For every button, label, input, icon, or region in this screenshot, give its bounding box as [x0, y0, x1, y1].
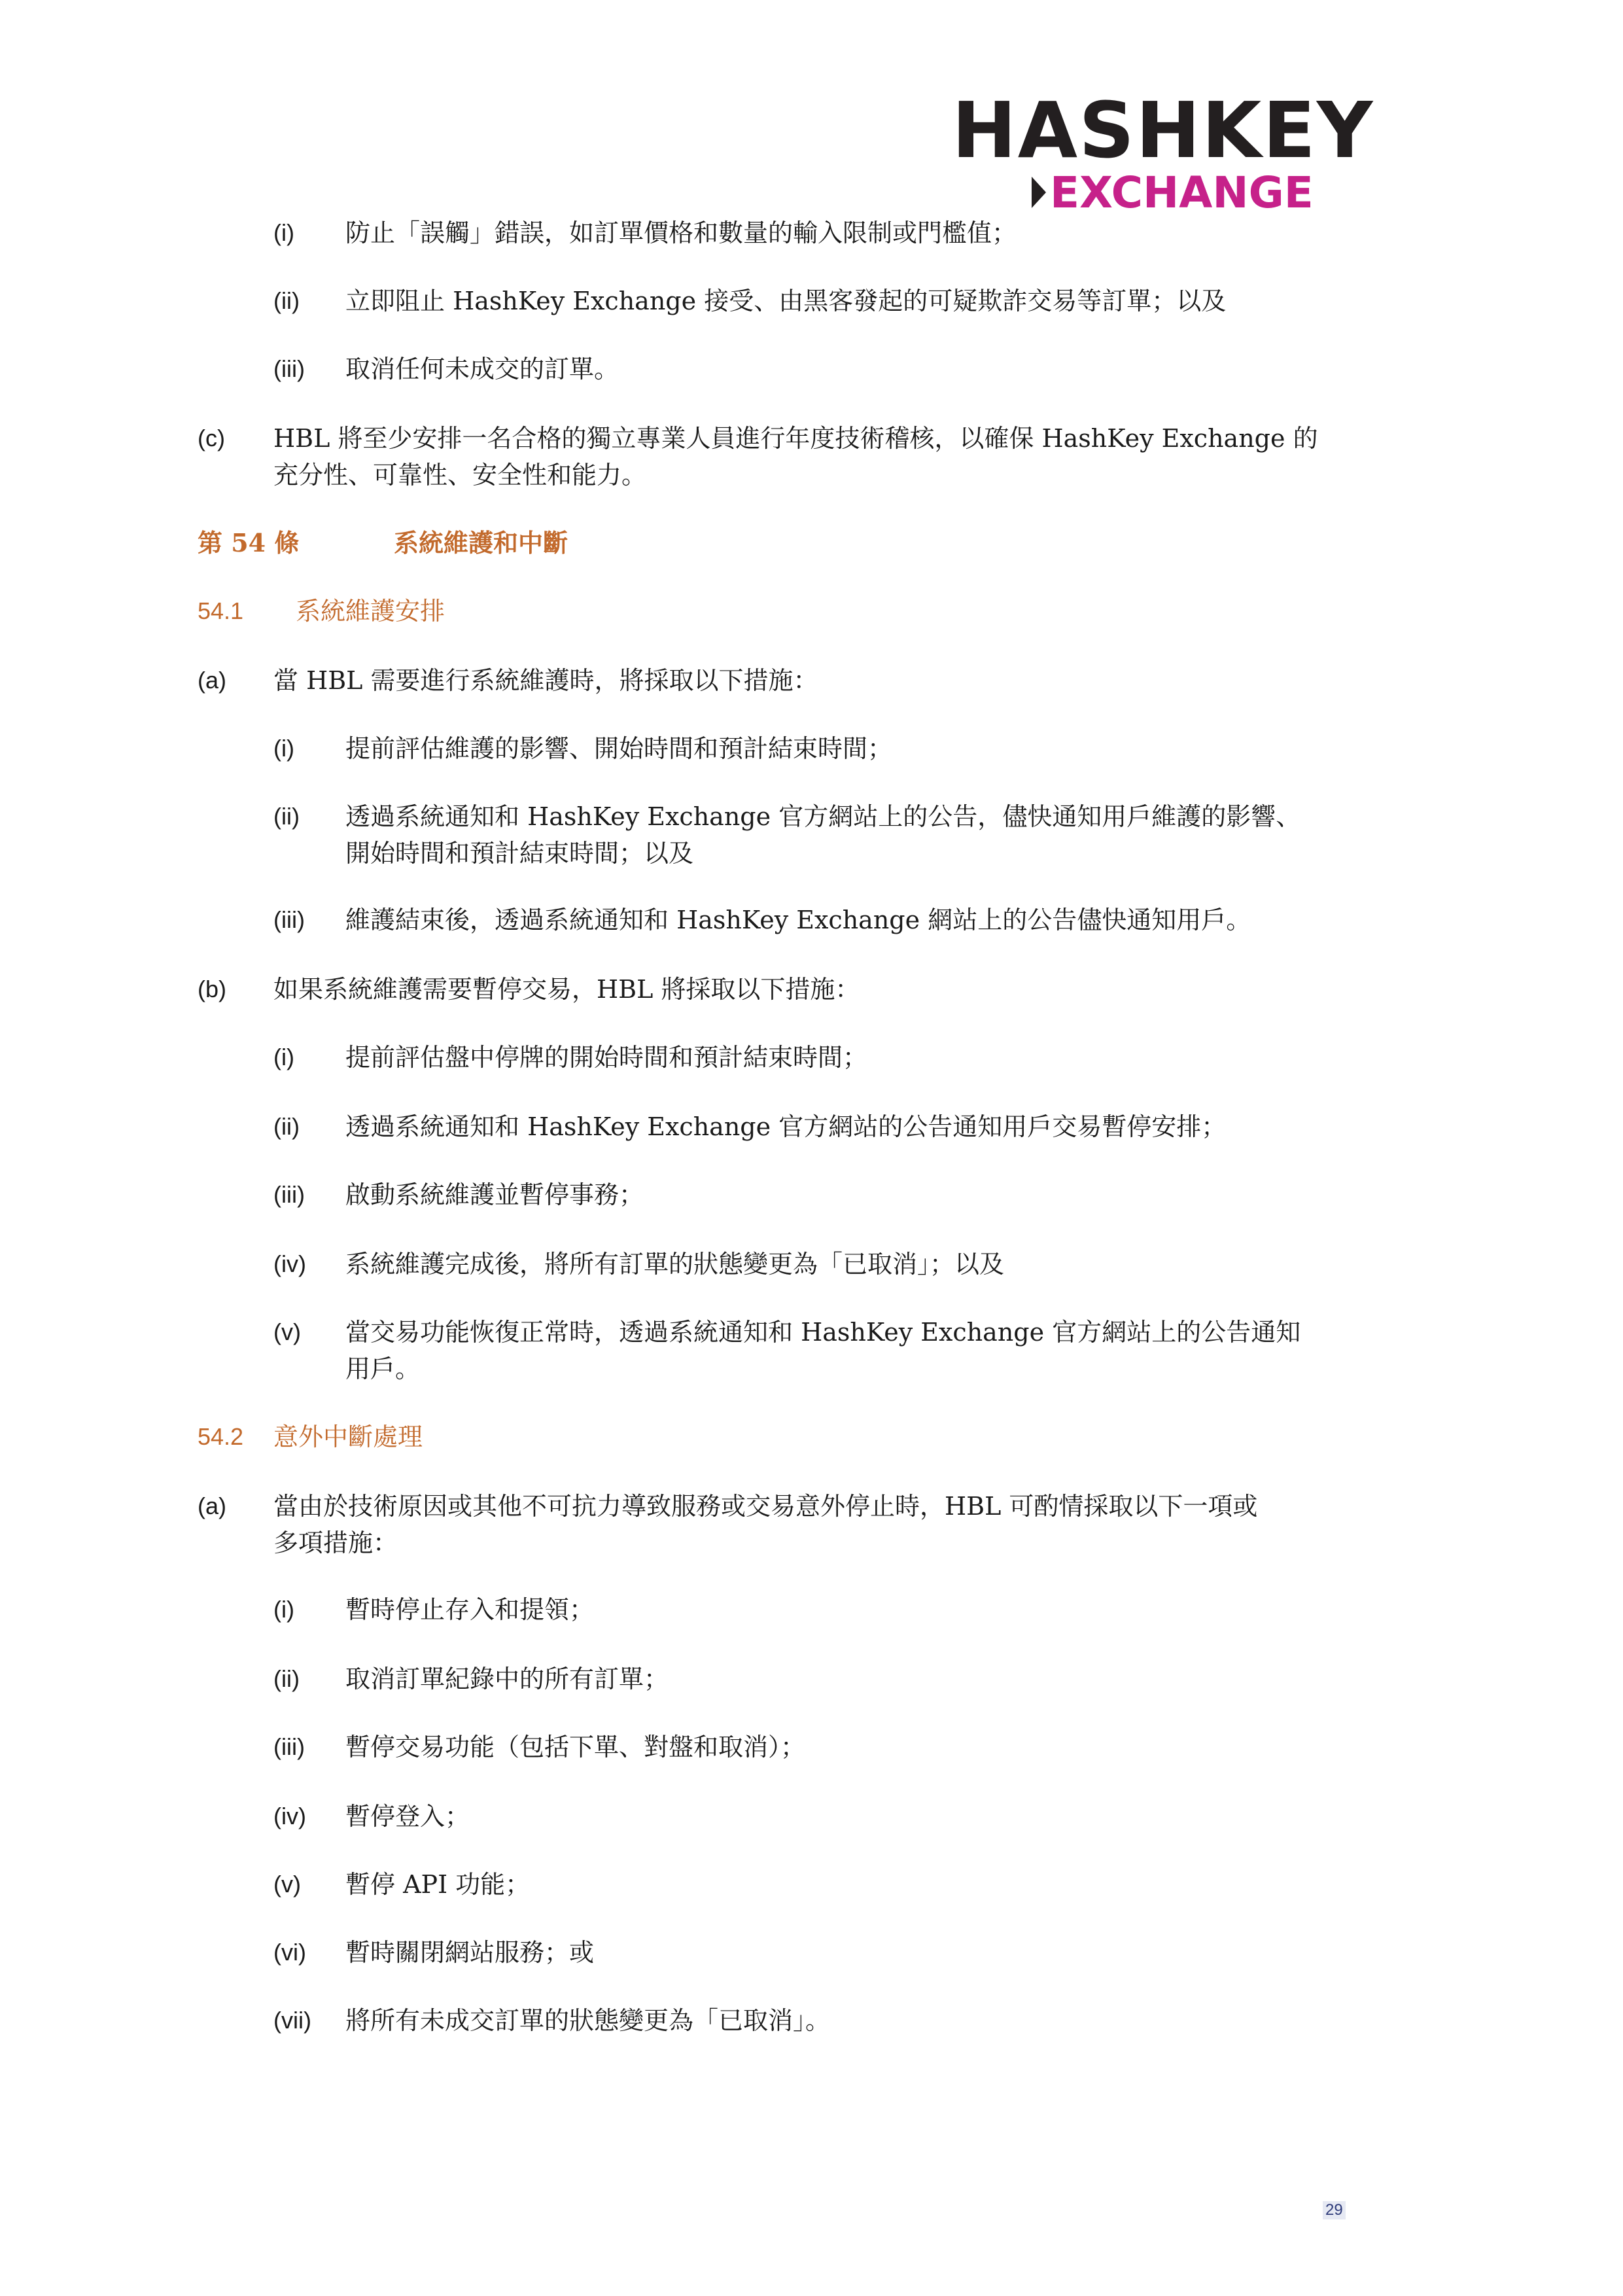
item-text: 開始時間和預計結束時間；以及: [345, 839, 694, 868]
item-label: (c): [198, 425, 225, 451]
item-label: (a): [198, 1492, 226, 1519]
item-text: 當由於技術原因或其他不可抗力導致服務或交易意外停止時，HBL 可酌情採取以下一項或: [273, 1492, 1258, 1521]
item-text: 如果系統維護需要暫停交易，HBL 將採取以下措施：: [273, 975, 860, 1004]
item-label: (vii): [273, 2007, 311, 2034]
item-label: (iii): [273, 1181, 305, 1208]
item-label: (b): [198, 976, 226, 1002]
item-label: (i): [273, 1596, 294, 1623]
item-text: 將所有未成交訂單的狀態變更為「已取消」。: [345, 2006, 831, 2035]
item-label: (iv): [273, 1803, 306, 1829]
item-text: 啟動系統維護並暫停事務；: [345, 1180, 644, 1209]
item-label: (v): [273, 1871, 301, 1898]
item-label: (i): [273, 1044, 294, 1070]
page-number: 29: [1323, 2201, 1346, 2219]
item-label: (i): [273, 735, 294, 762]
item-label: (vi): [273, 1939, 306, 1966]
item-label: (i): [273, 219, 294, 246]
item-label: (ii): [273, 1113, 300, 1140]
item-text: 透過系統通知和 HashKey Exchange 官方網站的公告通知用戶交易暫停安排；: [345, 1112, 1227, 1141]
item-text: 立即阻止 HashKey Exchange 接受、由黑客發起的可疑欺詐交易等訂單；以及: [345, 287, 1227, 315]
logo-top-text: HASHKEY: [952, 85, 1374, 175]
logo-arrow-icon: [1032, 177, 1046, 208]
subsection-title: 系統維護安排: [296, 597, 445, 626]
item-text: 暫時關閉網站服務；或: [345, 1938, 595, 1967]
item-label: (iii): [273, 355, 305, 382]
item-text: 提前評估維護的影響、開始時間和預計結束時間；: [345, 734, 893, 763]
item-label: (iii): [273, 906, 305, 933]
item-text: 透過系統通知和 HashKey Exchange 官方網站上的公告，儘快通知用戶維護的影響、: [345, 802, 1301, 831]
item-label: (v): [273, 1318, 301, 1345]
item-label: (iii): [273, 1733, 305, 1760]
item-text: 充分性、可靠性、安全性和能力。: [273, 461, 647, 489]
item-text: 多項措施：: [273, 1528, 398, 1557]
item-text: 維護結束後，透過系統通知和 HashKey Exchange 網站上的公告儘快通知用戶。: [345, 906, 1251, 934]
item-label: (ii): [273, 803, 300, 830]
hashkey-exchange-logo: [952, 85, 1374, 229]
item-text: 取消任何未成交的訂單。: [345, 355, 620, 383]
item-text: HBL 將至少安排一名合格的獨立專業人員進行年度技術稽核，以確保 HashKey Exchange 的: [273, 424, 1318, 453]
section-title: 系統維護和中斷: [394, 528, 568, 557]
subsection-number: 54.2: [198, 1423, 244, 1450]
item-text: 暫時停止存入和提領；: [345, 1595, 595, 1624]
item-label: (iv): [273, 1250, 306, 1277]
item-text: 防止「誤觸」錯誤，如訂單價格和數量的輸入限制或門檻值；: [345, 219, 1017, 247]
item-label: (ii): [273, 287, 300, 314]
item-text: 暫停登入；: [345, 1802, 470, 1831]
logo-bottom-text: EXCHANGE: [1050, 168, 1314, 218]
item-label: (a): [198, 667, 226, 694]
item-text: 系統維護完成後，將所有訂單的狀態變更為「已取消」；以及: [345, 1250, 1005, 1279]
item-text: 取消訂單紀錄中的所有訂單；: [345, 1665, 669, 1693]
subsection-number: 54.1: [198, 597, 244, 624]
section-number: 第 54 條: [198, 528, 300, 557]
item-text: 當 HBL 需要進行系統維護時，將採取以下措施：: [273, 666, 818, 695]
item-text: 用戶。: [345, 1354, 421, 1383]
item-text: 提前評估盤中停牌的開始時間和預計結束時間；: [345, 1043, 868, 1072]
item-label: (ii): [273, 1665, 300, 1692]
item-text: 暫停交易功能（包括下單、對盤和取消）；: [345, 1733, 806, 1761]
item-text: 當交易功能恢復正常時，透過系統通知和 HashKey Exchange 官方網站上的公告通知: [345, 1318, 1301, 1347]
subsection-title: 意外中斷處理: [273, 1422, 423, 1451]
item-text: 暫停 API 功能；: [345, 1870, 531, 1899]
